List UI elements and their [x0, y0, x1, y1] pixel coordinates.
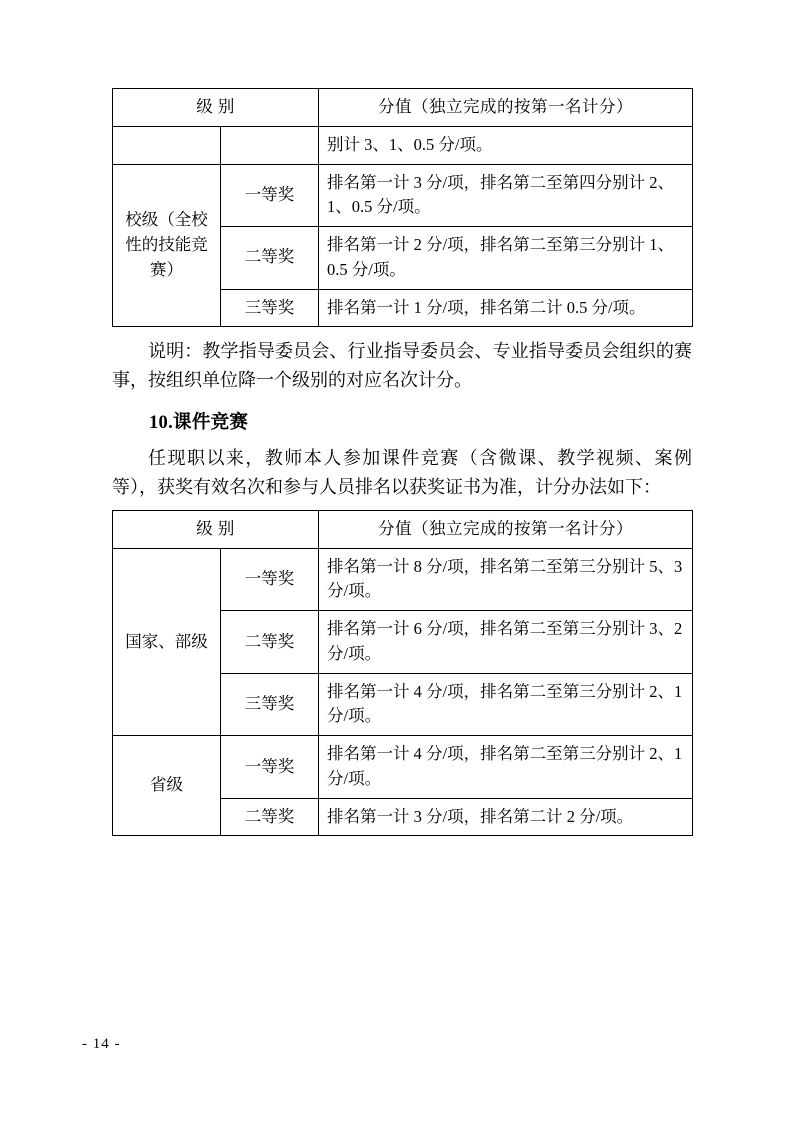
- table-row: [113, 126, 693, 164]
- table1-row3-award: 三等奖: [221, 289, 319, 327]
- section-heading-10: 10.课件竞赛: [149, 412, 249, 433]
- table1-header-score: 分值（独立完成的按第一名计分）: [319, 89, 693, 127]
- skill-competition-table: [112, 88, 693, 327]
- table-row: [113, 164, 693, 227]
- table-row: [113, 736, 693, 799]
- table1-row3-desc: 排名第一计 1 分/项，排名第二计 0.5 分/项。: [319, 289, 693, 327]
- table2-g1-r0-award: 一等奖: [221, 736, 319, 799]
- table1-header-level: 级 别: [113, 89, 319, 127]
- section-10-body: 任现职以来，教师本人参加课件竞赛（含微课、教学视频、案例等），获奖有效名次和参与人员排名以获奖证书为准，计分办法如下：: [112, 447, 692, 497]
- table-header-row: [113, 510, 693, 548]
- table2-g0-r1-award: 二等奖: [221, 611, 319, 674]
- page-content: [112, 88, 692, 836]
- table2-group0-level: 国家、部级: [113, 548, 221, 736]
- page-number: - 14 -: [82, 1036, 121, 1052]
- table1-row0-award: [221, 126, 319, 164]
- table1-row0-desc: 别计 3、1、0.5 分/项。: [319, 126, 693, 164]
- table2-g1-r1-award: 二等奖: [221, 798, 319, 836]
- table2-g1-r0-desc: 排名第一计 4 分/项，排名第二至第三分别计 2、1 分/项。: [319, 736, 693, 799]
- table1-row1-award: 一等奖: [221, 164, 319, 227]
- table-header-row: [113, 89, 693, 127]
- table2-g0-r1-desc: 排名第一计 6 分/项，排名第二至第三分别计 3、2 分/项。: [319, 611, 693, 674]
- table1-row2-award: 二等奖: [221, 227, 319, 290]
- courseware-competition-table: [112, 510, 693, 837]
- table2-header-level: 级 别: [113, 510, 319, 548]
- table1-group-level: 校级（全校性的技能竞赛）: [113, 164, 221, 327]
- table1-row1-desc: 排名第一计 3 分/项，排名第二至第四分别计 2、1、0.5 分/项。: [319, 164, 693, 227]
- table2-g0-r0-award: 一等奖: [221, 548, 319, 611]
- table2-g0-r2-desc: 排名第一计 4 分/项，排名第二至第三分别计 2、1 分/项。: [319, 673, 693, 736]
- note-paragraph: 说明：教学指导委员会、行业指导委员会、专业指导委员会组织的赛事，按组织单位降一个级别的对应名次计分。: [112, 341, 692, 391]
- table-row: [113, 548, 693, 611]
- table2-g0-r2-award: 三等奖: [221, 673, 319, 736]
- table2-header-score: 分值（独立完成的按第一名计分）: [319, 510, 693, 548]
- table1-row0-level: [113, 126, 221, 164]
- table1-row2-desc: 排名第一计 2 分/项，排名第二至第三分别计 1、0.5 分/项。: [319, 227, 693, 290]
- table2-group1-level: 省级: [113, 736, 221, 836]
- table2-g0-r0-desc: 排名第一计 8 分/项，排名第二至第三分别计 5、3 分/项。: [319, 548, 693, 611]
- table2-g1-r1-desc: 排名第一计 3 分/项，排名第二计 2 分/项。: [319, 798, 693, 836]
